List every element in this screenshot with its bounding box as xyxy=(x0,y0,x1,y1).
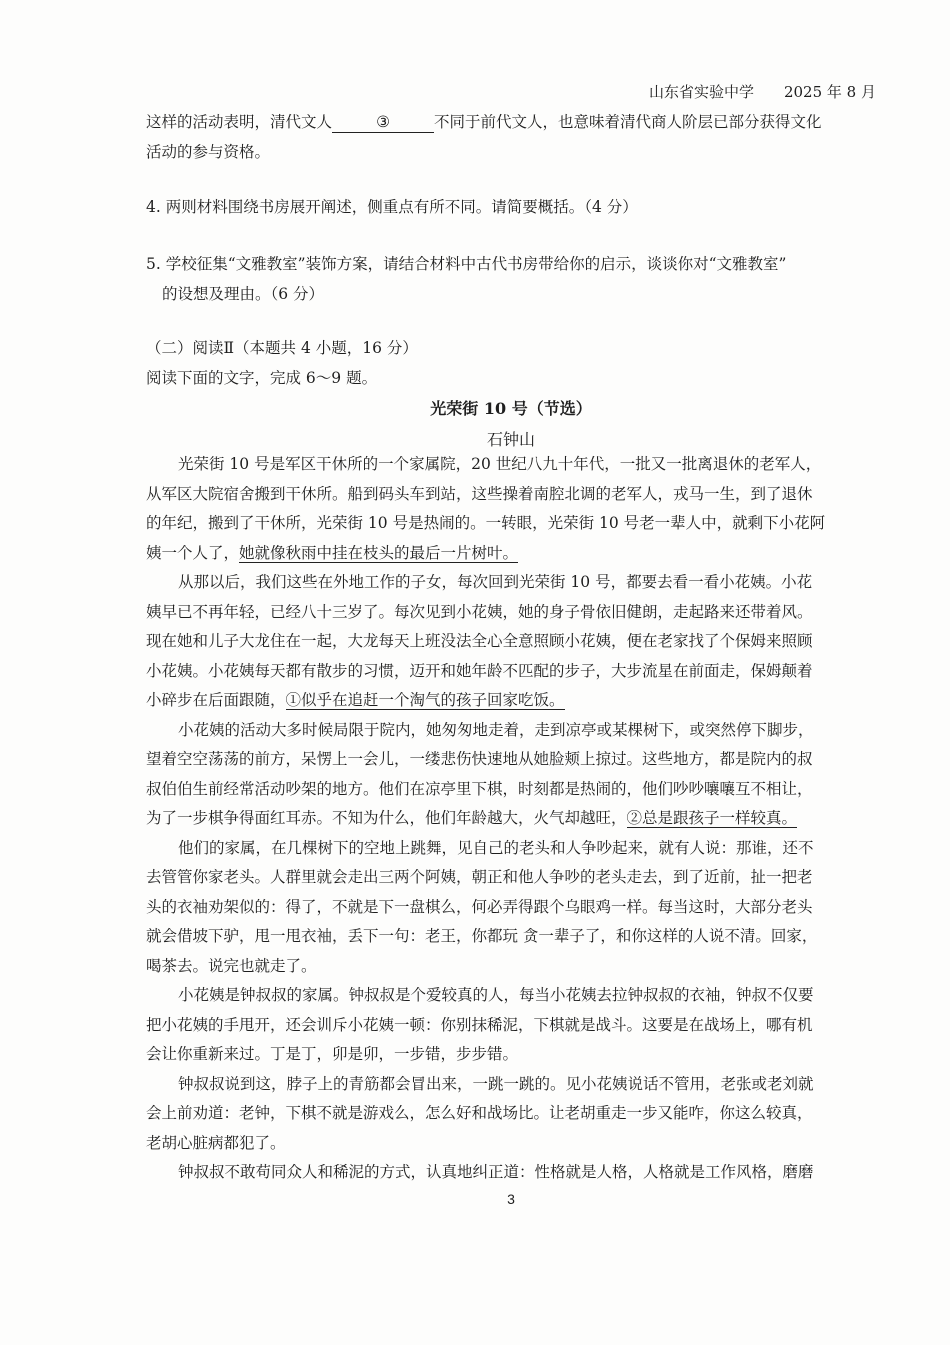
passage-body: 光荣街 10 号是军区干休所的一个家属院，20 世纪八九十年代，一批又一批离退休的老军人， 从军区大院宿舍搬到干休所。船到码头车到站，这些操着南腔北调的老军人，戎马一生，到了退休 的年纪，搬到了干休所，光荣街 10 号是热闹的。一转眼，光荣街 10 号老一辈人中，就剩下小花阿 姨一个人了，她就像秋雨中挂在枝头的最后一片树叶。 从那以后，我们这些在外地工作的子女，每次回到光荣街 10 号，都要去看一看小花姨。小花 姨早已不再年轻，已经八十三岁了。每次见到小花姨，她的身子骨依旧健朗，走起路来还带着风。 现在她和儿子大龙住在一起，大龙每天上班没法全心全意照顾小花姨，便在老家找了个保姆来照顾 小花姨。小花姨每天都有散步的习惯，迈开和她年龄不匹配的步子，大步流星在前面走，保姆颠着 小碎步在后面跟随，①似乎在追赶一个淘气的孩子回家吃饭。 小花姨的活动大多时候局限于院内，她匆匆地走着，走到凉亭或某棵树下，或突然停下脚步， 望着空空荡荡的前方，呆愣上一会儿，一缕悲伤快速地从她脸颊上掠过。这些地方，都是院内的叔 叔伯伯生前经常活动吵架的地方。他们在凉亭里下棋，时刻都是热闹的，他们吵吵嚷嚷互不相让， 为了一步棋争得面红耳赤。不知为什么，他们年龄越大，火气却越旺，②总是跟孩子一样较真。 他们的家属，在几棵树下的空地上跳舞，见自己的老头和人争吵起来，就有人说：那谁，还不 去管管你家老头。人群里就会走出三两个阿姨，朝正和他人争吵的老头走去，到了近前，扯一把老 头的衣袖劝架似的：得了，不就是下一盘棋么，何必弄得跟个乌眼鸡一样。每当这时，大部分老头 就会借坡下驴，甩一甩衣袖，丢下一句：老王，你都玩 贪一辈子了，和你这样的人说不清。回家， 喝茶去。说完也就走了。 小花姨是钟叔叔的家属。钟叔叔是个爱较真的人，每当小花姨去拉钟叔叔的衣袖，钟叔不仅要 把小花姨的手甩开，还会训斥小花姨一顿：你别抹稀泥，下棋就是战斗。这要是在战场上，哪有机 会让你重新来过。丁是丁，卯是卯，一步错，步步错。 钟叔叔说到这，脖子上的青筋都会冒出来，一跳一跳的。见小花姨说话不管用，老张或老刘就 会上前劝道：老钟，下棋不就是游戏么，怎么好和战场比。让老胡重走一步又能咋，你这么较真， 老胡心脏病都犯了。 钟叔叔不敢苟同众人和稀泥的方式，认真地纠正道：性格就是人格，人格就是工作风格，磨磨 xyxy=(146,455,826,1181)
page-number: 3 xyxy=(507,1191,515,1207)
section-2-heading: （二）阅读Ⅱ（本题共 4 小题，16 分） 阅读下面的文字，完成 6～9 题。 xyxy=(146,333,876,393)
question-4: 4. 两则材料围绕书房展开阐述，侧重点有所不同。请简要概括。（4 分） xyxy=(146,198,638,216)
underlined-sentence: 她就像秋雨中挂在枝头的最后一片树叶。 xyxy=(239,543,519,562)
header-date: 2025 年 8 月 xyxy=(783,83,876,101)
passage-title: 光荣街 10 号（节选） xyxy=(430,399,592,418)
school-name: 山东省实验中学 xyxy=(648,83,754,101)
answer-blank-3: ③ xyxy=(332,112,434,133)
question-3-tail: 这样的活动表明，清代文人 ③ 不同于前代文人，也意味着清代商人阶层已部分获得文化 活动的参与资格。 xyxy=(146,113,822,161)
section-2-instruction: 阅读下面的文字，完成 6～9 题。 xyxy=(146,369,378,387)
underlined-sentence-1: ①似乎在追赶一个淘气的孩子回家吃饭。 xyxy=(285,691,565,709)
page-header xyxy=(640,81,876,102)
question-5: 5. 学校征集“文雅教室”装饰方案，请结合材料中古代书房带给你的启示，谈谈你对“文雅教室” 的设想及理由。（6 分） xyxy=(146,255,787,303)
underlined-sentence-2: ②总是跟孩子一样较真。 xyxy=(626,809,798,827)
passage-author: 石钟山 xyxy=(486,430,535,449)
